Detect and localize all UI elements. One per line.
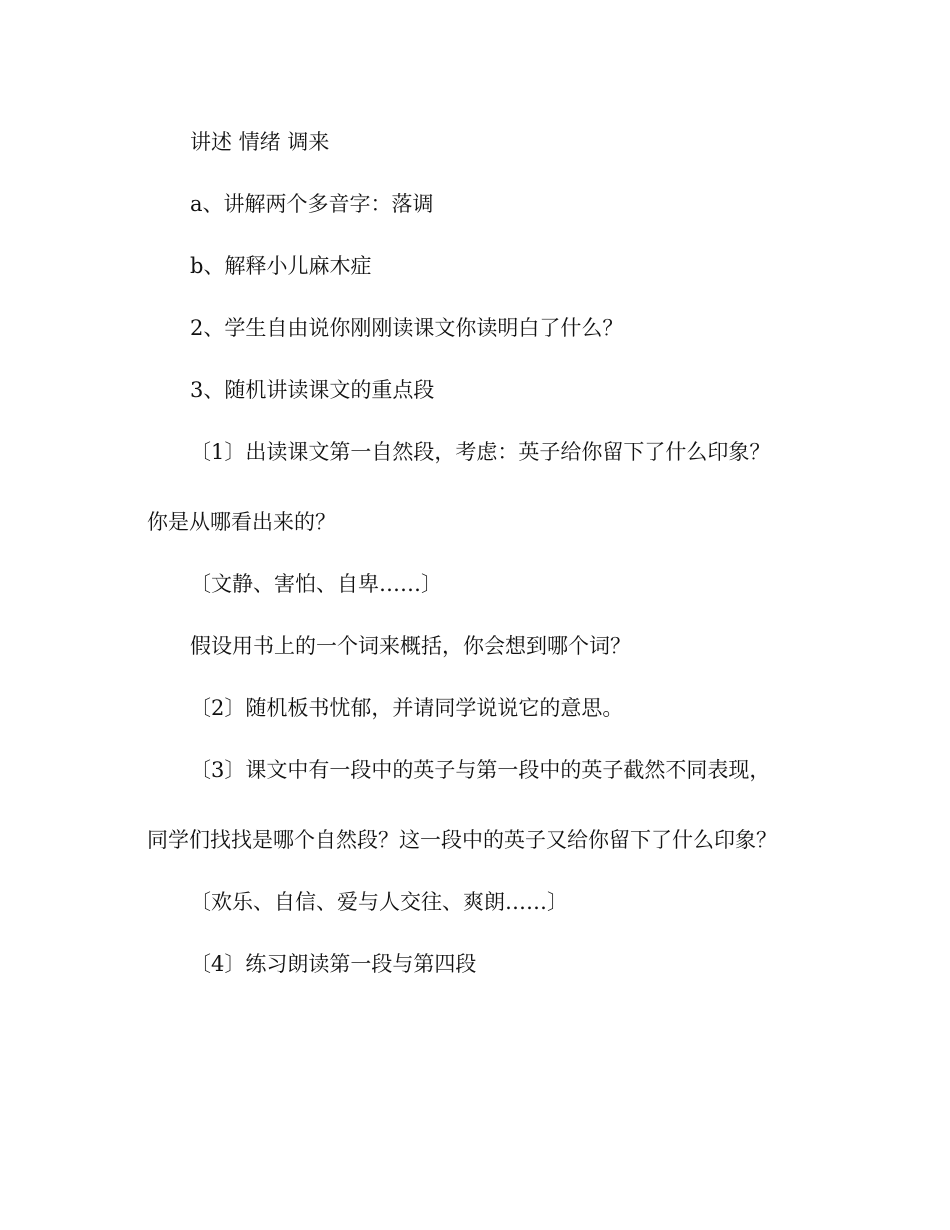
text-line-7: 你是从哪看出来的？ [147,510,336,534]
text-line-3: b、解释小儿麻木症 [190,254,372,278]
text-line-5: 3、随机讲读课文的重点段 [190,378,435,402]
text-line-9: 假设用书上的一个词来概括，你会想到哪个词？ [190,634,631,658]
text-line-4: 2、学生自由说你刚刚读课文你读明白了什么？ [190,316,624,340]
text-line-13: 〔欢乐、自信、爱与人交往、爽朗……〕 [190,890,568,914]
text-line-11: 〔3〕课文中有一段中的英子与第一段中的英子截然不同表现， [190,758,771,782]
text-line-2: a、讲解两个多音字：落调 [190,192,434,216]
text-line-10: 〔2〕随机板书忧郁，并请同学说说它的意思。 [190,696,624,720]
text-line-6: 〔1〕出读课文第一自然段，考虑：英子给你留下了什么印象？ [190,440,771,464]
text-line-8: 〔文静、害怕、自卑……〕 [190,572,442,596]
text-line-1: 讲述 情绪 调来 [190,130,330,154]
text-line-12: 同学们找找是哪个自然段？这一段中的英子又给你留下了什么印象？ [147,828,777,852]
text-line-14: 〔4〕练习朗读第一段与第四段 [190,952,477,976]
